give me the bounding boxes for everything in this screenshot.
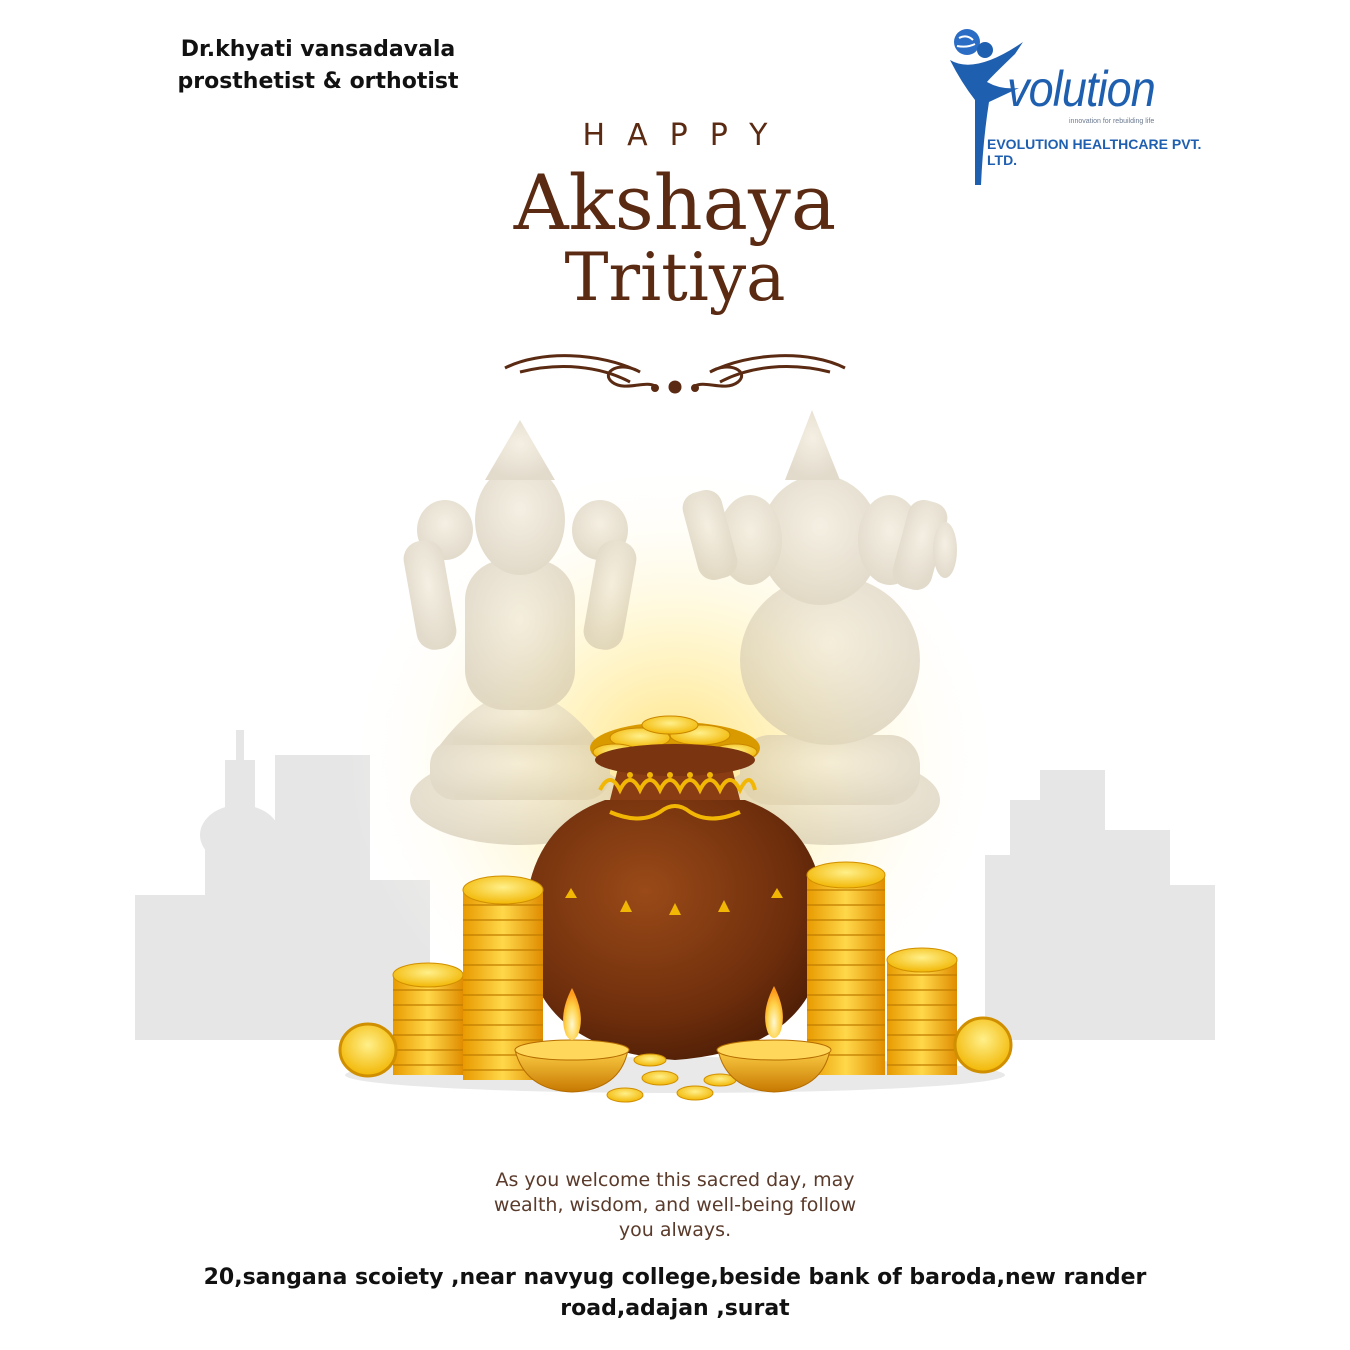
clinic-address xyxy=(200,1262,1150,1324)
logo-tagline: innovation for rebuilding life xyxy=(1069,118,1155,125)
message-line: As you welcome this sacred day, may xyxy=(495,1169,855,1191)
logo-company-name: EVOLUTION HEALTHCARE PVT. LTD. xyxy=(987,136,1202,168)
doctor-title: prosthetist & orthotist xyxy=(177,69,459,94)
ornament-divider-icon xyxy=(505,356,845,392)
greeting-title-akshaya: Akshaya xyxy=(513,158,837,247)
address-line: road,adajan ,surat xyxy=(560,1296,790,1321)
logo-wordmark: volution xyxy=(1007,61,1155,117)
doctor-info xyxy=(150,34,486,98)
globe-icon xyxy=(954,29,980,55)
address-line: 20,sangana scoiety ,near navyug college,beside bank of baroda,new rander xyxy=(203,1265,1147,1290)
greeting-title-tritiya: Tritiya xyxy=(564,239,786,316)
greeting-happy: HAPPY xyxy=(582,118,790,153)
message-line: you always. xyxy=(618,1219,732,1241)
greeting-message xyxy=(450,1168,900,1243)
message-line: wealth, wisdom, and well-being follow xyxy=(493,1194,857,1216)
doctor-name: Dr.khyati vansadavala xyxy=(180,37,456,62)
